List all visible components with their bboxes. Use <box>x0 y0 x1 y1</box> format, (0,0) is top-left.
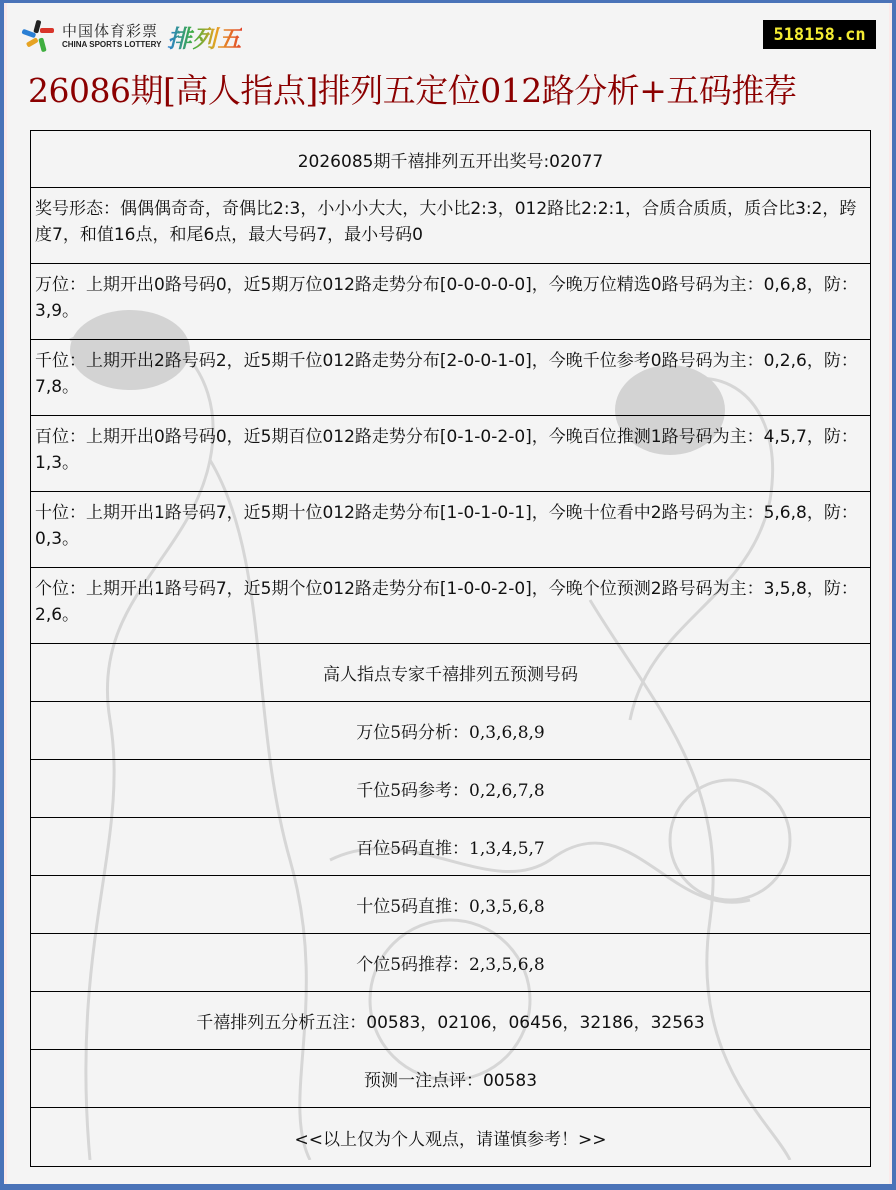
pattern-text: 奖号形态：偶偶偶奇奇，奇偶比2:3，小小小大大，大小比2:3，012路比2:2:1，合质合质质，质合比3:2，跨度7，和值16点，和尾6点，最大号码7，最小号码0 <box>35 199 857 245</box>
position-text: 个位：上期开出1路号码7，近5期个位012路走势分布[1-0-0-2-0]，今晚个位预测2路号码为主：3,5,8，防：2,6。 <box>35 579 858 625</box>
five-bets-text: 千禧排列五分析五注：00583，02106，06456，32186，32563 <box>196 1013 705 1033</box>
five-code-row-bai <box>31 818 870 876</box>
position-text: 万位：上期开出0路号码0，近5期万位012路走势分布[0-0-0-0-0]，今晚万位精选0路号码为主：0,6,8，防：3,9。 <box>35 275 858 321</box>
five-code-row-ge <box>31 934 870 992</box>
position-text: 百位：上期开出0路号码0，近5期百位012路走势分布[0-1-0-2-0]，今晚百位推测1路号码为主：4,5,7，防：1,3。 <box>35 427 858 473</box>
lottery-star-icon <box>20 18 56 54</box>
analysis-table <box>30 130 871 1167</box>
single-bet-text: 预测一注点评：00583 <box>363 1071 538 1091</box>
logo-cn-text: 中国体育彩票 <box>62 21 159 40</box>
position-row-ge <box>31 568 870 644</box>
five-bets-row <box>31 992 870 1050</box>
expert-heading-row <box>31 644 870 702</box>
disclaimer-text: <<以上仅为个人观点，请谨慎参考！>> <box>294 1129 607 1150</box>
five-code-row-wan <box>31 702 870 760</box>
position-text: 十位：上期开出1路号码7，近5期十位012路走势分布[1-0-1-0-1]，今晚十位看中2路号码为主：5,6,8，防：0,3。 <box>35 503 858 549</box>
position-text: 千位：上期开出2路号码2，近5期千位012路走势分布[2-0-0-1-0]，今晚千位参考0路号码为主：0,2,6，防：7,8。 <box>35 351 858 397</box>
site-badge[interactable]: 518158.cn <box>763 20 876 49</box>
five-code-text: 十位5码直推：0,3,5,6,8 <box>356 897 545 917</box>
five-code-text: 万位5码分析：0,3,6,8,9 <box>356 723 545 743</box>
position-row-wan <box>31 264 870 340</box>
draw-result-text: 2026085期千禧排列五开出奖号:02077 <box>297 151 604 172</box>
single-bet-row <box>31 1050 870 1108</box>
five-code-text: 千位5码参考：0,2,6,7,8 <box>356 781 545 801</box>
five-code-text: 个位5码推荐：2,3,5,6,8 <box>356 955 545 975</box>
position-row-bai <box>31 416 870 492</box>
position-row-qian <box>31 340 870 416</box>
five-code-row-qian <box>31 760 870 818</box>
logo-game-name: 排列五 <box>167 19 242 54</box>
position-row-shi <box>31 492 870 568</box>
draw-result-row <box>31 131 870 188</box>
expert-heading: 高人指点专家千禧排列五预测号码 <box>323 665 578 685</box>
five-code-text: 百位5码直推：1,3,4,5,7 <box>356 839 545 859</box>
logo-en-text: CHINA SPORTS LOTTERY <box>62 39 162 49</box>
china-sports-lottery-logo <box>20 16 242 56</box>
pattern-row <box>31 188 870 264</box>
disclaimer-row <box>31 1108 870 1166</box>
five-code-row-shi <box>31 876 870 934</box>
page-title: 26086期[高人指点]排列五定位012路分析+五码推荐 <box>28 71 797 110</box>
